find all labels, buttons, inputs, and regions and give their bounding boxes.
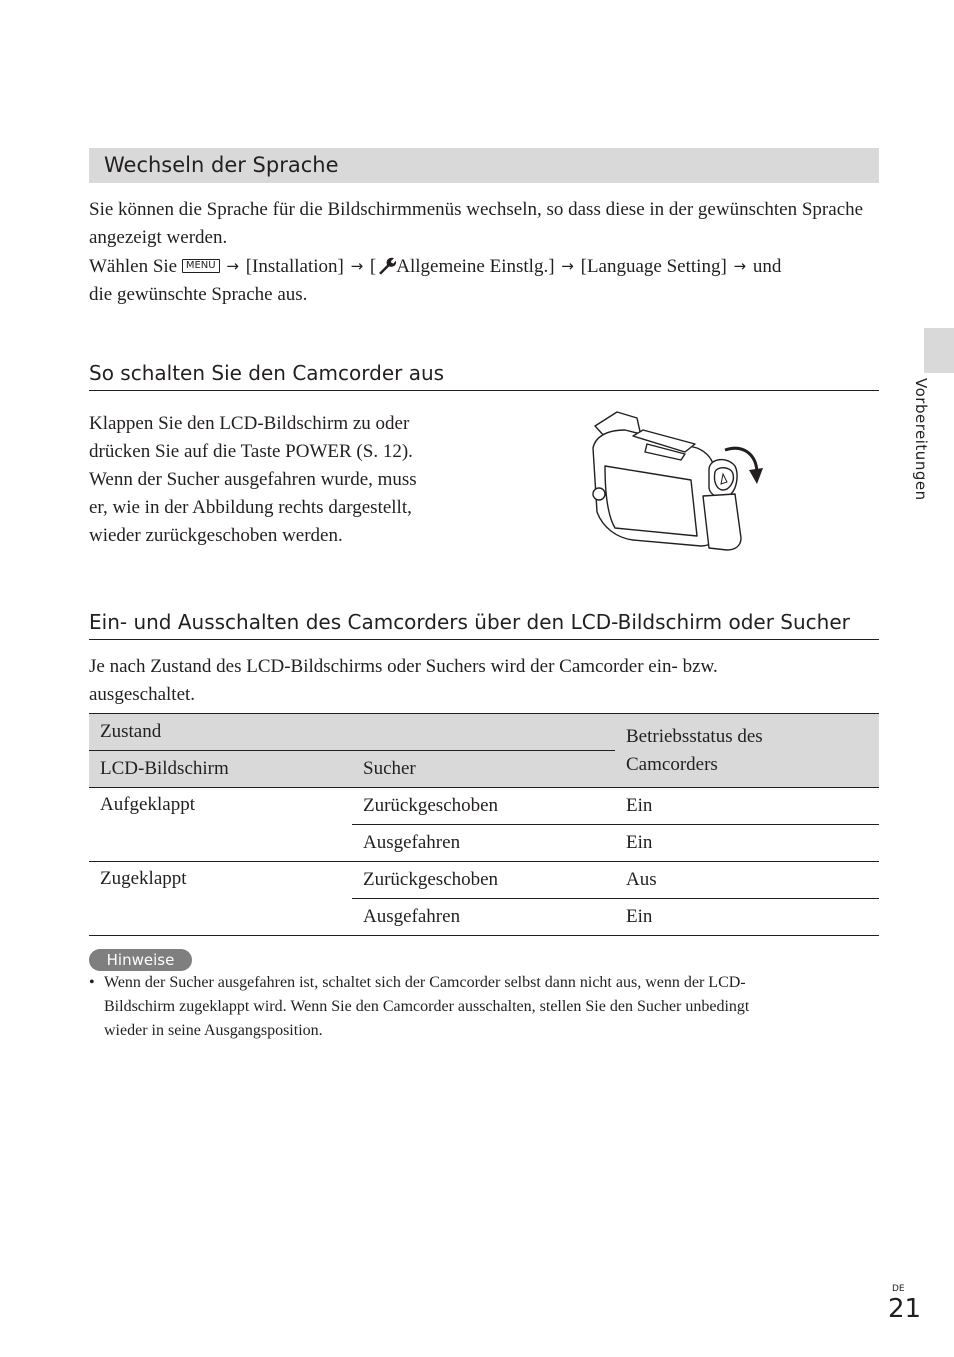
section-header-band (89, 148, 879, 183)
intro-paragraph (89, 196, 889, 309)
cell-status: Ein (615, 899, 879, 936)
side-tab-label: Vorbereitungen (912, 378, 930, 501)
cell-lcd: Zugeklappt (89, 862, 352, 936)
page-language: DE (892, 1284, 905, 1294)
header-state: Zustand (89, 714, 615, 751)
on-off-intro-line: ausgeschaltet. (89, 684, 196, 705)
note-text (104, 971, 879, 1043)
step-installation: [Installation] (245, 256, 344, 277)
intro-text: Sie können die Sprache für die Bildschirmmenüs wechseln, so dass diese in der gewünschten Sprache angezeigt werden. (89, 199, 864, 248)
table-row (89, 788, 879, 825)
cell-finder: Ausgefahren (352, 899, 615, 936)
power-off-line: er, wie in der Abbildung rechts dargestellt, (89, 497, 412, 518)
step-language: [Language Setting] (580, 256, 727, 277)
on-off-intro-line: Je nach Zustand des LCD-Bildschirms oder Suchers wird der Camcorder ein- bzw. (89, 656, 718, 677)
table-bottom-row (89, 936, 879, 937)
heading-rule (89, 639, 879, 640)
header-status (615, 714, 879, 788)
cell-finder: Zurückgeschoben (352, 788, 615, 825)
on-off-heading: Ein- und Ausschalten des Camcorders über den LCD-Bildschirm oder Sucher (89, 610, 850, 634)
cell-status: Ein (615, 788, 879, 825)
power-off-line: Wenn der Sucher ausgefahren wurde, muss (89, 469, 417, 490)
menu-button-icon: MENU (182, 259, 220, 273)
table-row (89, 862, 879, 899)
table-header-row (89, 714, 879, 751)
power-off-text (89, 410, 489, 550)
page-number: 21 (888, 1294, 922, 1324)
cell-lcd: Aufgeklappt (89, 788, 352, 862)
state-table (89, 713, 879, 936)
note-line: Bildschirm zugeklappt wird. Wenn Sie den Camcorder ausschalten, stellen Sie den Sucher unbedingt (104, 998, 750, 1015)
camcorder-illustration (585, 408, 770, 553)
arrow-icon: → (561, 257, 574, 275)
arrow-icon: → (226, 257, 239, 275)
cell-status: Ein (615, 825, 879, 862)
heading-rule (89, 390, 879, 391)
path-prefix: Wählen Sie (89, 256, 178, 277)
header-status-line: Camcorders (626, 753, 718, 775)
side-tab[interactable] (924, 328, 954, 373)
section-title: Wechseln der Sprache (104, 153, 339, 177)
power-off-line: drücken Sie auf die Taste POWER (S. 12). (89, 441, 413, 462)
header-lcd: LCD-Bildschirm (89, 751, 352, 788)
note-line: wieder in seine Ausgangsposition. (104, 1022, 323, 1039)
path-end: die gewünschte Sprache aus. (89, 284, 308, 305)
bullet: • (89, 974, 95, 991)
menu-path (89, 252, 889, 281)
step-general: Allgemeine Einstlg.] (396, 256, 555, 277)
step-general-open: [ (369, 256, 377, 277)
note-item (89, 971, 879, 1043)
hinweise-badge: Hinweise (89, 949, 192, 971)
header-status-line: Betriebsstatus des (626, 725, 763, 747)
table-bottom-rule (89, 936, 879, 937)
note-line: Wenn der Sucher ausgefahren ist, schaltet sich der Camcorder selbst dann nicht aus, wenn der LCD- (104, 974, 746, 991)
power-off-heading: So schalten Sie den Camcorder aus (89, 361, 445, 385)
on-off-intro (89, 653, 879, 709)
header-finder: Sucher (352, 751, 615, 788)
wrench-icon (376, 255, 396, 275)
power-off-line: wieder zurückgeschoben werden. (89, 525, 343, 546)
power-off-line: Klappen Sie den LCD-Bildschirm zu oder (89, 413, 410, 434)
arrow-icon: → (733, 257, 747, 275)
cell-finder: Zurückgeschoben (352, 862, 615, 899)
path-suffix: und (752, 256, 782, 277)
cell-finder: Ausgefahren (352, 825, 615, 862)
cell-status: Aus (615, 862, 879, 899)
arrow-icon: → (350, 257, 364, 275)
